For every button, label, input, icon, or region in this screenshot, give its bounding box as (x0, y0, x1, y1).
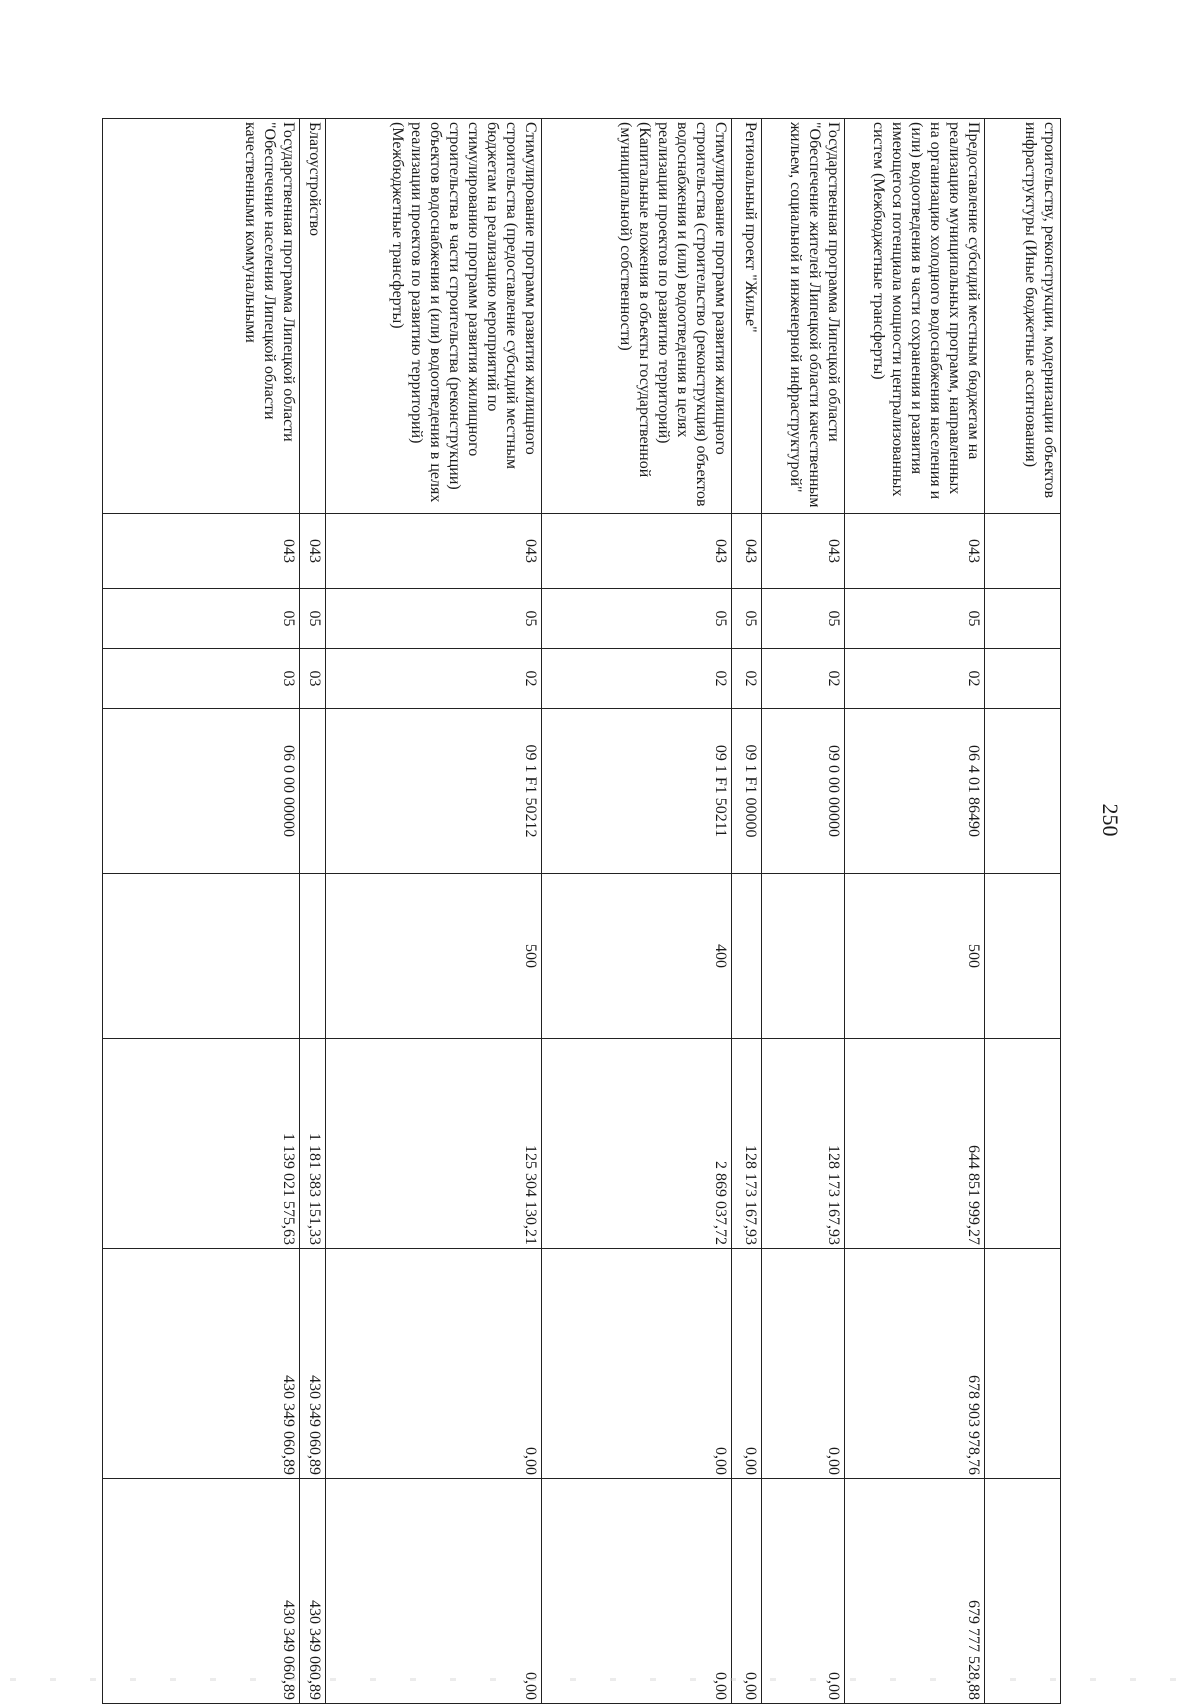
row-amount-2: 678 903 978,76 (845, 1249, 985, 1479)
page-number: 250 (1098, 803, 1123, 837)
row-amount-2: 0,00 (732, 1249, 762, 1479)
row-target-code: 09 1 F1 50212 (326, 709, 542, 874)
row-admin-code: 043 (542, 514, 732, 589)
row-amount-3: 430 349 060,89 (103, 1479, 300, 1704)
row-subsection: 02 (845, 649, 985, 709)
row-section: 05 (103, 589, 300, 649)
row-target-code (300, 709, 326, 874)
row-section: 05 (732, 589, 762, 649)
row-target-code: 09 0 00 00000 (762, 709, 845, 874)
table-row (103, 119, 300, 1704)
row-expense-type: 500 (326, 874, 542, 1039)
row-amount-1: 128 173 167,93 (762, 1039, 845, 1249)
budget-table (102, 118, 1061, 1704)
row-amount-3: 0,00 (762, 1479, 845, 1704)
row-amount-3: 0,00 (732, 1479, 762, 1704)
row-admin-code: 043 (732, 514, 762, 589)
row-admin-code: 043 (326, 514, 542, 589)
row-amount-3 (985, 1479, 1061, 1704)
budget-table-rotated (103, 118, 1061, 1703)
row-subsection: 03 (300, 649, 326, 709)
row-section: 05 (845, 589, 985, 649)
row-admin-code: 043 (300, 514, 326, 589)
row-expense-type (300, 874, 326, 1039)
table-row (985, 119, 1061, 1704)
row-subsection: 02 (326, 649, 542, 709)
table-row (542, 119, 732, 1704)
row-amount-3: 0,00 (326, 1479, 542, 1704)
row-amount-3: 430 349 060,89 (300, 1479, 326, 1704)
row-section: 05 (300, 589, 326, 649)
row-admin-code: 043 (845, 514, 985, 589)
row-amount-1: 1 181 383 151,33 (300, 1039, 326, 1249)
row-subsection (985, 649, 1061, 709)
row-expense-type (985, 874, 1061, 1039)
row-target-code: 09 1 F1 50211 (542, 709, 732, 874)
row-name: строительству, реконструкции, модернизации объектов инфраструктуры (Иные бюджетные ассигнования) (985, 119, 1061, 514)
table-row (326, 119, 542, 1704)
row-admin-code (985, 514, 1061, 589)
row-expense-type: 500 (845, 874, 985, 1039)
row-amount-3: 0,00 (542, 1479, 732, 1704)
table-body (103, 119, 1061, 1704)
row-admin-code: 043 (103, 514, 300, 589)
scan-artifact-dots (10, 1678, 1190, 1681)
row-expense-type (732, 874, 762, 1039)
row-name: Благоустройство (300, 119, 326, 514)
row-amount-1: 1 139 021 575,63 (103, 1039, 300, 1249)
row-name: Государственная программа Липецкой области "Обеспечение жителей Липецкой области качественным жильем, социальной и инженерной инфраструктурой" (762, 119, 845, 514)
table-row (845, 119, 985, 1704)
row-admin-code: 043 (762, 514, 845, 589)
row-amount-1: 125 304 130,21 (326, 1039, 542, 1249)
row-name: Предоставление субсидий местным бюджетам на реализацию муниципальных программ, направленных на организацию холодного водоснабжения населения и (или) водоотведения в части сохранения и развития имеющегося потенциала мощности централизованных систем (Межбюджетные трансферты) (845, 119, 985, 514)
row-section: 05 (326, 589, 542, 649)
row-amount-1: 644 851 999,27 (845, 1039, 985, 1249)
row-amount-3: 679 777 528,88 (845, 1479, 985, 1704)
row-section: 05 (542, 589, 732, 649)
row-expense-type (103, 874, 300, 1039)
row-target-code: 06 4 01 86490 (845, 709, 985, 874)
row-subsection: 02 (732, 649, 762, 709)
row-target-code (985, 709, 1061, 874)
row-amount-2: 0,00 (326, 1249, 542, 1479)
row-amount-2: 0,00 (542, 1249, 732, 1479)
row-amount-1: 128 173 167,93 (732, 1039, 762, 1249)
row-name: Государственная программа Липецкой области "Обеспечение населения Липецкой области качественными коммунальными (103, 119, 300, 514)
row-amount-1 (985, 1039, 1061, 1249)
row-amount-1: 2 869 037,72 (542, 1039, 732, 1249)
row-name: Стимулирование программ развития жилищного строительства (строительство (реконструкция) объектов водоснабжения и (или) водоотведения в целях реализации проектов по развитию территорий) (Капитальные вложения в объекты государственной (муниципальной) собственности) (542, 119, 732, 514)
row-name: Стимулирование программ развития жилищного строительства (предоставление субсидий местным бюджетам на реализацию мероприятий по стимулированию программ развития жилищного строительства в части строительства (реконструкции) объектов водоснабжения и (или) водоотведения в целях реализации проектов по развитию территорий) (Межбюджетные трансферты) (326, 119, 542, 514)
row-amount-2: 430 349 060,89 (300, 1249, 326, 1479)
row-subsection: 03 (103, 649, 300, 709)
table-row (300, 119, 326, 1704)
row-expense-type: 400 (542, 874, 732, 1039)
table-row (762, 119, 845, 1704)
row-expense-type (762, 874, 845, 1039)
row-section (985, 589, 1061, 649)
row-amount-2 (985, 1249, 1061, 1479)
row-amount-2: 0,00 (762, 1249, 845, 1479)
row-section: 05 (762, 589, 845, 649)
row-target-code: 06 0 00 00000 (103, 709, 300, 874)
row-amount-2: 430 349 060,89 (103, 1249, 300, 1479)
table-row (732, 119, 762, 1704)
row-subsection: 02 (762, 649, 845, 709)
row-name: Региональный проект "Жилье" (732, 119, 762, 514)
row-subsection: 02 (542, 649, 732, 709)
row-target-code: 09 1 F1 00000 (732, 709, 762, 874)
